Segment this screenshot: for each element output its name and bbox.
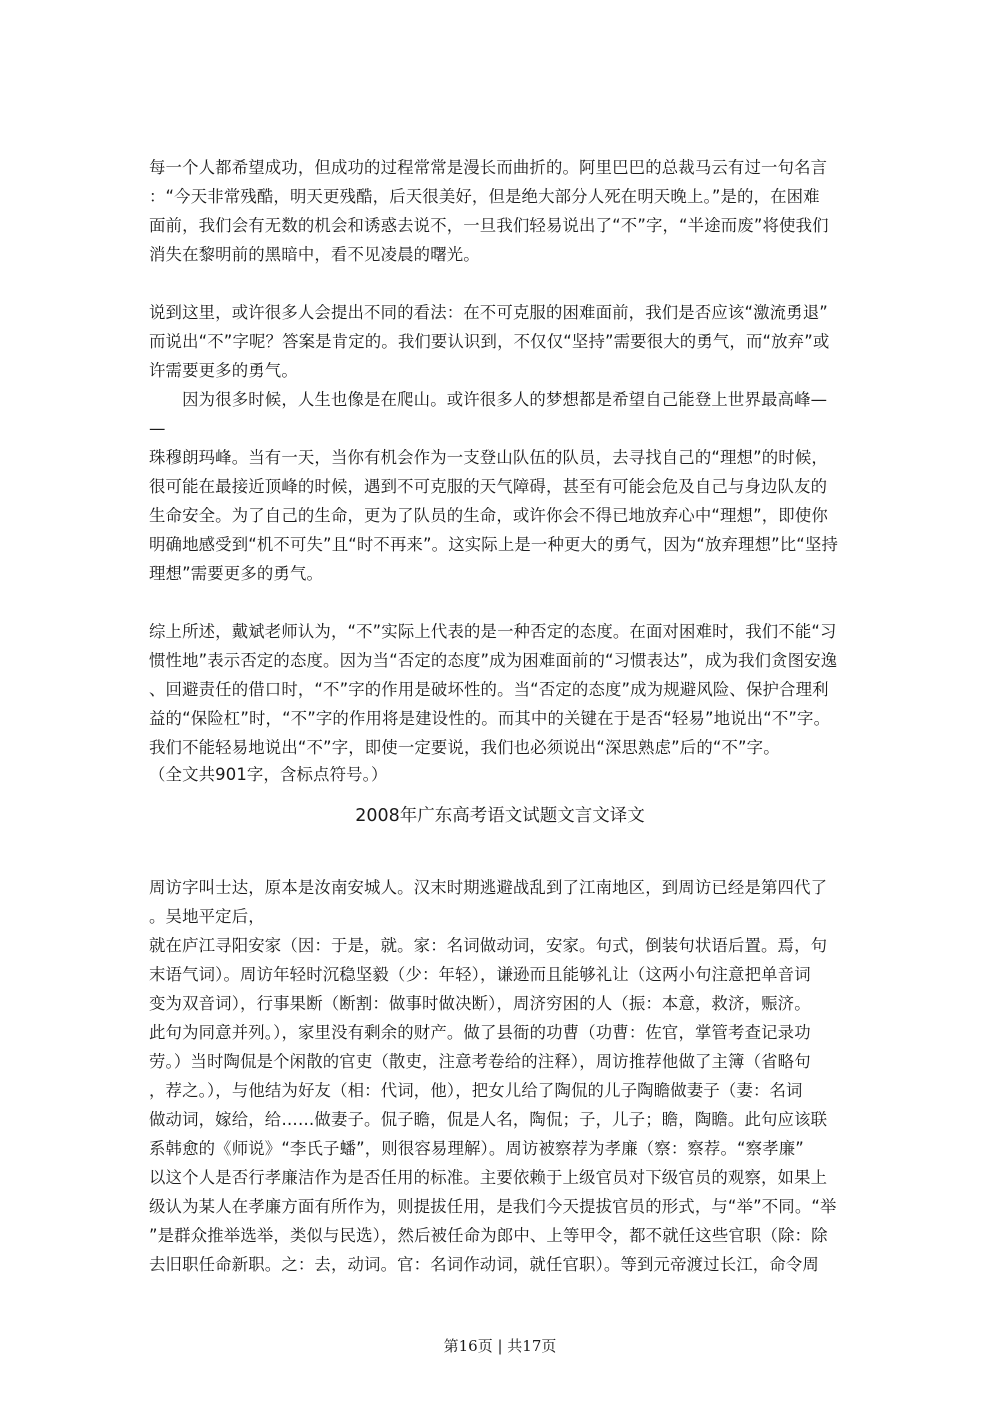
essay-para1-line: ：“今天非常残酷，明天更残酷，后天很美好，但是绝大部分人死在明天晚上。”是的，在困难 [149,187,820,206]
translation-line: 。吴地平定后， [149,907,265,926]
page-number: 第16页 | 共17页 [443,1337,557,1355]
essay-para2-line: 许需要更多的勇气。 [149,361,298,380]
essay-para1-line: 消失在黎明前的黑暗中，看不见凌晨的曙光。 [149,245,480,264]
translation-line: 做动词，嫁给，给……做妻子。侃子瞻，侃是人名，陶侃；子，儿子；瞻，陶瞻。此句应该联 [149,1110,828,1129]
essay-para3-line: 很可能在最接近顶峰的时候，遇到不可克服的天气障碍，甚至有可能会危及自己与身边队友的 [149,477,828,496]
translation-line: 周访字叫士达，原本是汝南安城人。汉末时期逃避战乱到了江南地区，到周访已经是第四代了 [149,878,828,897]
essay-para3-line: 明确地感受到“机不可失”且“时不再来”。这实际上是一种更大的勇气，因为“放弃理想”比“坚持 [149,535,839,554]
translation-line: ”是群众推举选举，类似与民选），然后被任命为郎中、上等甲令，都不就任这些官职（除：除 [149,1226,828,1245]
translation-line: 级认为某人在孝廉方面有所作为，则提拔任用，是我们今天提拔官员的形式，与“举”不同。“举 [149,1197,837,1216]
essay-word-count: （全文共901字，含标点符号。） [149,765,388,784]
translation-line: 劳。）当时陶侃是个闲散的官吏（散吏，注意考卷给的注释），周访推荐他做了主簿（省略句 [149,1052,811,1071]
translation-line: 变为双音词），行事果断（断割：做事时做决断），周济穷困的人（振：本意，救济，赈济。 [149,994,811,1013]
essay-para3-line: 生命安全。为了自己的生命，更为了队员的生命，或许你会不得已地放弃心中“理想”，即使你 [149,506,828,525]
essay-para4-line: 益的“保险杠”时，“不”字的作用将是建设性的。而其中的关键在于是否“轻易”地说出“不”字。 [149,709,831,728]
essay-para4-line: 综上所述，戴斌老师认为，“不”实际上代表的是一种否定的态度。在面对困难时，我们不能“习 [149,622,837,641]
essay-para4-line: 惯性地”表示否定的态度。因为当“否定的态度”成为困难面前的“习惯表达”，成为我们贪图安逸 [149,651,838,670]
translation-line: 就在庐江寻阳安家（因：于是，就。家：名词做动词，安家。句式，倒装句状语后置。焉，句 [149,936,828,955]
translation-line: 去旧职任命新职。之：去，动词。官：名词作动词，就任官职）。等到元帝渡过长江，命令周 [149,1255,819,1274]
translation-line: 末语气词）。周访年轻时沉稳坚毅（少：年轻），谦逊而且能够礼让（这两小句注意把单音词 [149,965,811,984]
translation-line: 系韩愈的《师说》“李氏子蟠”，则很容易理解）。周访被察荐为孝廉（察：察荐。“察孝廉” [149,1139,804,1158]
translation-line: 以这个人是否行孝廉洁作为是否任用的标准。主要依赖于上级官员对下级官员的观察，如果上 [149,1168,828,1187]
essay-para1-line: 面前，我们会有无数的机会和诱惑去说不，一旦我们轻易说出了“不”字，“半途而废”将使我们 [149,216,829,235]
translation-line: 此句为同意并列。），家里没有剩余的财产。做了县衙的功曹（功曹：佐官，掌管考查记录功 [149,1023,811,1042]
essay-para1-line: 每一个人都希望成功，但成功的过程常常是漫长而曲折的。阿里巴巴的总裁马云有过一句名言 [149,158,828,177]
essay-para2-line: 说到这里，或许很多人会提出不同的看法：在不可克服的困难面前，我们是否应该“激流勇退” [149,303,828,322]
essay-para3-line: 因为很多时候，人生也像是在爬山。或许很多人的梦想都是希望自己能登上世界最高峰— [149,390,828,409]
essay-para4-line: 我们不能轻易地说出“不”字，即使一定要说，我们也必须说出“深思熟虑”后的“不”字。 [149,738,780,757]
essay-para3-line: 理想”需要更多的勇气。 [149,564,324,583]
essay-para4-line: 、回避责任的借口时，“不”字的作用是破坏性的。当“否定的态度”成为规避风险、保护合理利 [149,680,829,699]
essay-para2-line: 而说出“不”字呢？答案是肯定的。我们要认识到，不仅仅“坚持”需要很大的勇气，而“放弃”或 [149,332,830,351]
essay-para3-line: 珠穆朗玛峰。当有一天，当你有机会作为一支登山队伍的队员，去寻找自己的“理想”的时候， [149,448,828,467]
essay-para3-line: — [149,419,166,438]
translation-line: ，荐之。），与他结为好友（相：代词，他），把女儿给了陶侃的儿子陶瞻做妻子（妻：名词 [149,1081,803,1100]
section-title: 2008年广东高考语文试题文言文译文 [355,806,645,826]
